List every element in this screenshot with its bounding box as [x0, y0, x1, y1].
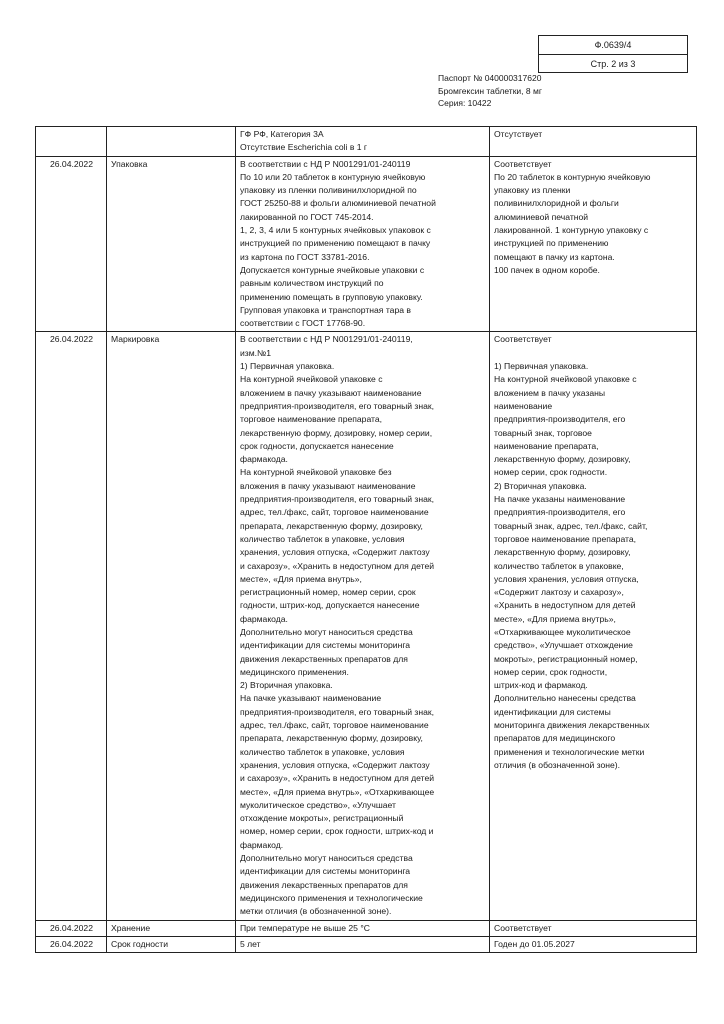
- row-indicator: Хранение: [107, 920, 236, 936]
- row-date: 26.04.2022: [36, 332, 107, 920]
- table-row: [36, 127, 697, 157]
- row-result: Соответствует По 20 таблеток в контурную ячейковую упаковку из пленки поливинилхлоридной и фольги алюминиевой печатной лакированной. 1 контурную упаковку с инструкцией по применению помещают в пачку из картона. 100 пачек в одном коробе.: [494, 158, 651, 275]
- passport-header: [438, 72, 542, 110]
- row-date: 26.04.2022: [36, 936, 107, 952]
- row-date: [36, 127, 107, 157]
- row-indicator: [107, 127, 236, 157]
- series-number: Серия: 10422: [438, 98, 492, 108]
- row-requirement: При температуре не выше 25 °С: [240, 922, 370, 933]
- row-date: 26.04.2022: [36, 920, 107, 936]
- product-name: Бромгексин таблетки, 8 мг: [438, 85, 542, 96]
- table-row: [36, 920, 697, 936]
- passport-number: Паспорт № 040000317620: [438, 73, 542, 83]
- analysis-table: [35, 126, 697, 953]
- table-row: [36, 332, 697, 920]
- row-result: Отсутствует: [494, 129, 543, 139]
- row-indicator: Маркировка: [107, 332, 236, 920]
- row-result: Годен до 01.05.2027: [494, 938, 575, 949]
- row-result: Соответствует 1) Первичная упаковка. На контурной ячейковой упаковке с вложением в пачку указаны наименование предприятия-производителя, его товарный знак, торговое наименование препарата, лекарственную форму, дозировку, номер серии, срок годности. 2) Вторичная упаковка. На пачке указаны наименование предприятия-производителя, его товарный знак, адрес, тел./факс, сайт, торговое наименование препарата, лекарственную форму, дозировку, количество таблеток в упаковке, условия хранения, условия отпуска, «Содержит лактозу и сахарозу», «Хранить в недоступном для детей месте», «Для приема внутрь», «Отхаркивающее муколитическое средство», «Улучшает отхождение мокроты», регистрационный номер, номер серии, срок годности, штрих-код и фармакод. Дополнительно нанесены средства идентификации для системы мониторинга движения лекарственных препаратов для медицинского применения и технологические метки отличия (в обозначенной зоне).: [494, 334, 650, 770]
- row-requirement: ГФ РФ, Категория 3А Отсутствие Escherichia coli в 1 г: [240, 129, 368, 153]
- row-result: Соответствует: [494, 922, 552, 933]
- table-row: [36, 156, 697, 332]
- page-number: Стр. 2 из 3: [590, 59, 636, 69]
- row-date: 26.04.2022: [36, 156, 107, 332]
- row-requirement: В соответствии с НД Р N001291/01-240119, изм.№1 1) Первичная упаковка. На контурной ячейковой упаковке с вложением в пачку указывают наименование предприятия-производителя, его товарный знак, торговое наименование препарата, лекарственную форму, дозировку, номер серии, срок годности, допускается нанесение фармакода. На контурной ячейковой упаковке без вложения в пачку указывают наименование предприятия-производителя, его товарный знак, адрес, тел./факс, сайт, торговое наименование препарата, лекарственную форму, дозировку, количество таблеток в упаковке, условия хранения, условия отпуска, «Содержит лактозу и сахарозу», «Хранить в недоступном для детей месте», «Для приема внутрь», регистрационный номер, номер серии, срок годности, штрих-код, допускается нанесение фармакода. Дополнительно могут наноситься средства идентификации для системы мониторинга движения лекарственных препаратов для медицинского применения. 2) Вторичная упаковка. На пачке указывают наименование предприятия-производителя, его товарный знак, адрес, тел./факс, сайт, торговое наименование препарата, лекарственную форму, дозировку, количество таблеток в упаковке, условия хранения, условия отпуска, «Содержит лактозу и сахарозу», «Хранить в недоступном для детей месте», «Для приема внутрь», «Отхаркивающее муколитическое средство», «Улучшает отхождение мокроты», регистрационный номер, номер серии, срок годности, штрих-код и фармакод. Дополнительно могут наноситься средства идентификации для системы мониторинга движения лекарственных препаратов для медицинского применения и технологические метки отличия (в обозначенной зоне).: [240, 334, 435, 917]
- row-indicator: Срок годности: [107, 936, 236, 952]
- form-code-box: [538, 35, 688, 73]
- form-code: Ф.0639/4: [539, 36, 687, 55]
- table-row: [36, 936, 697, 952]
- row-requirement: 5 лет: [240, 938, 261, 949]
- row-requirement: В соответствии с НД Р N001291/01-240119 По 10 или 20 таблеток в контурную ячейковую упаковку из пленки поливинилхлоридной по ГОСТ 25250-88 и фольги алюминиевой печатной лакированной по ГОСТ 745-2014. 1, 2, 3, 4 или 5 контурных ячейковых упаковок с инструкцией по применению помещают в пачку из картона по ГОСТ 33781-2016. Допускается контурные ячейковые упаковки с равным количеством инструкций по применению помещать в групповую упаковку. Групповая упаковка и транспортная тара в соответствии с ГОСТ 17768-90.: [240, 158, 436, 329]
- row-indicator: Упаковка: [107, 156, 236, 332]
